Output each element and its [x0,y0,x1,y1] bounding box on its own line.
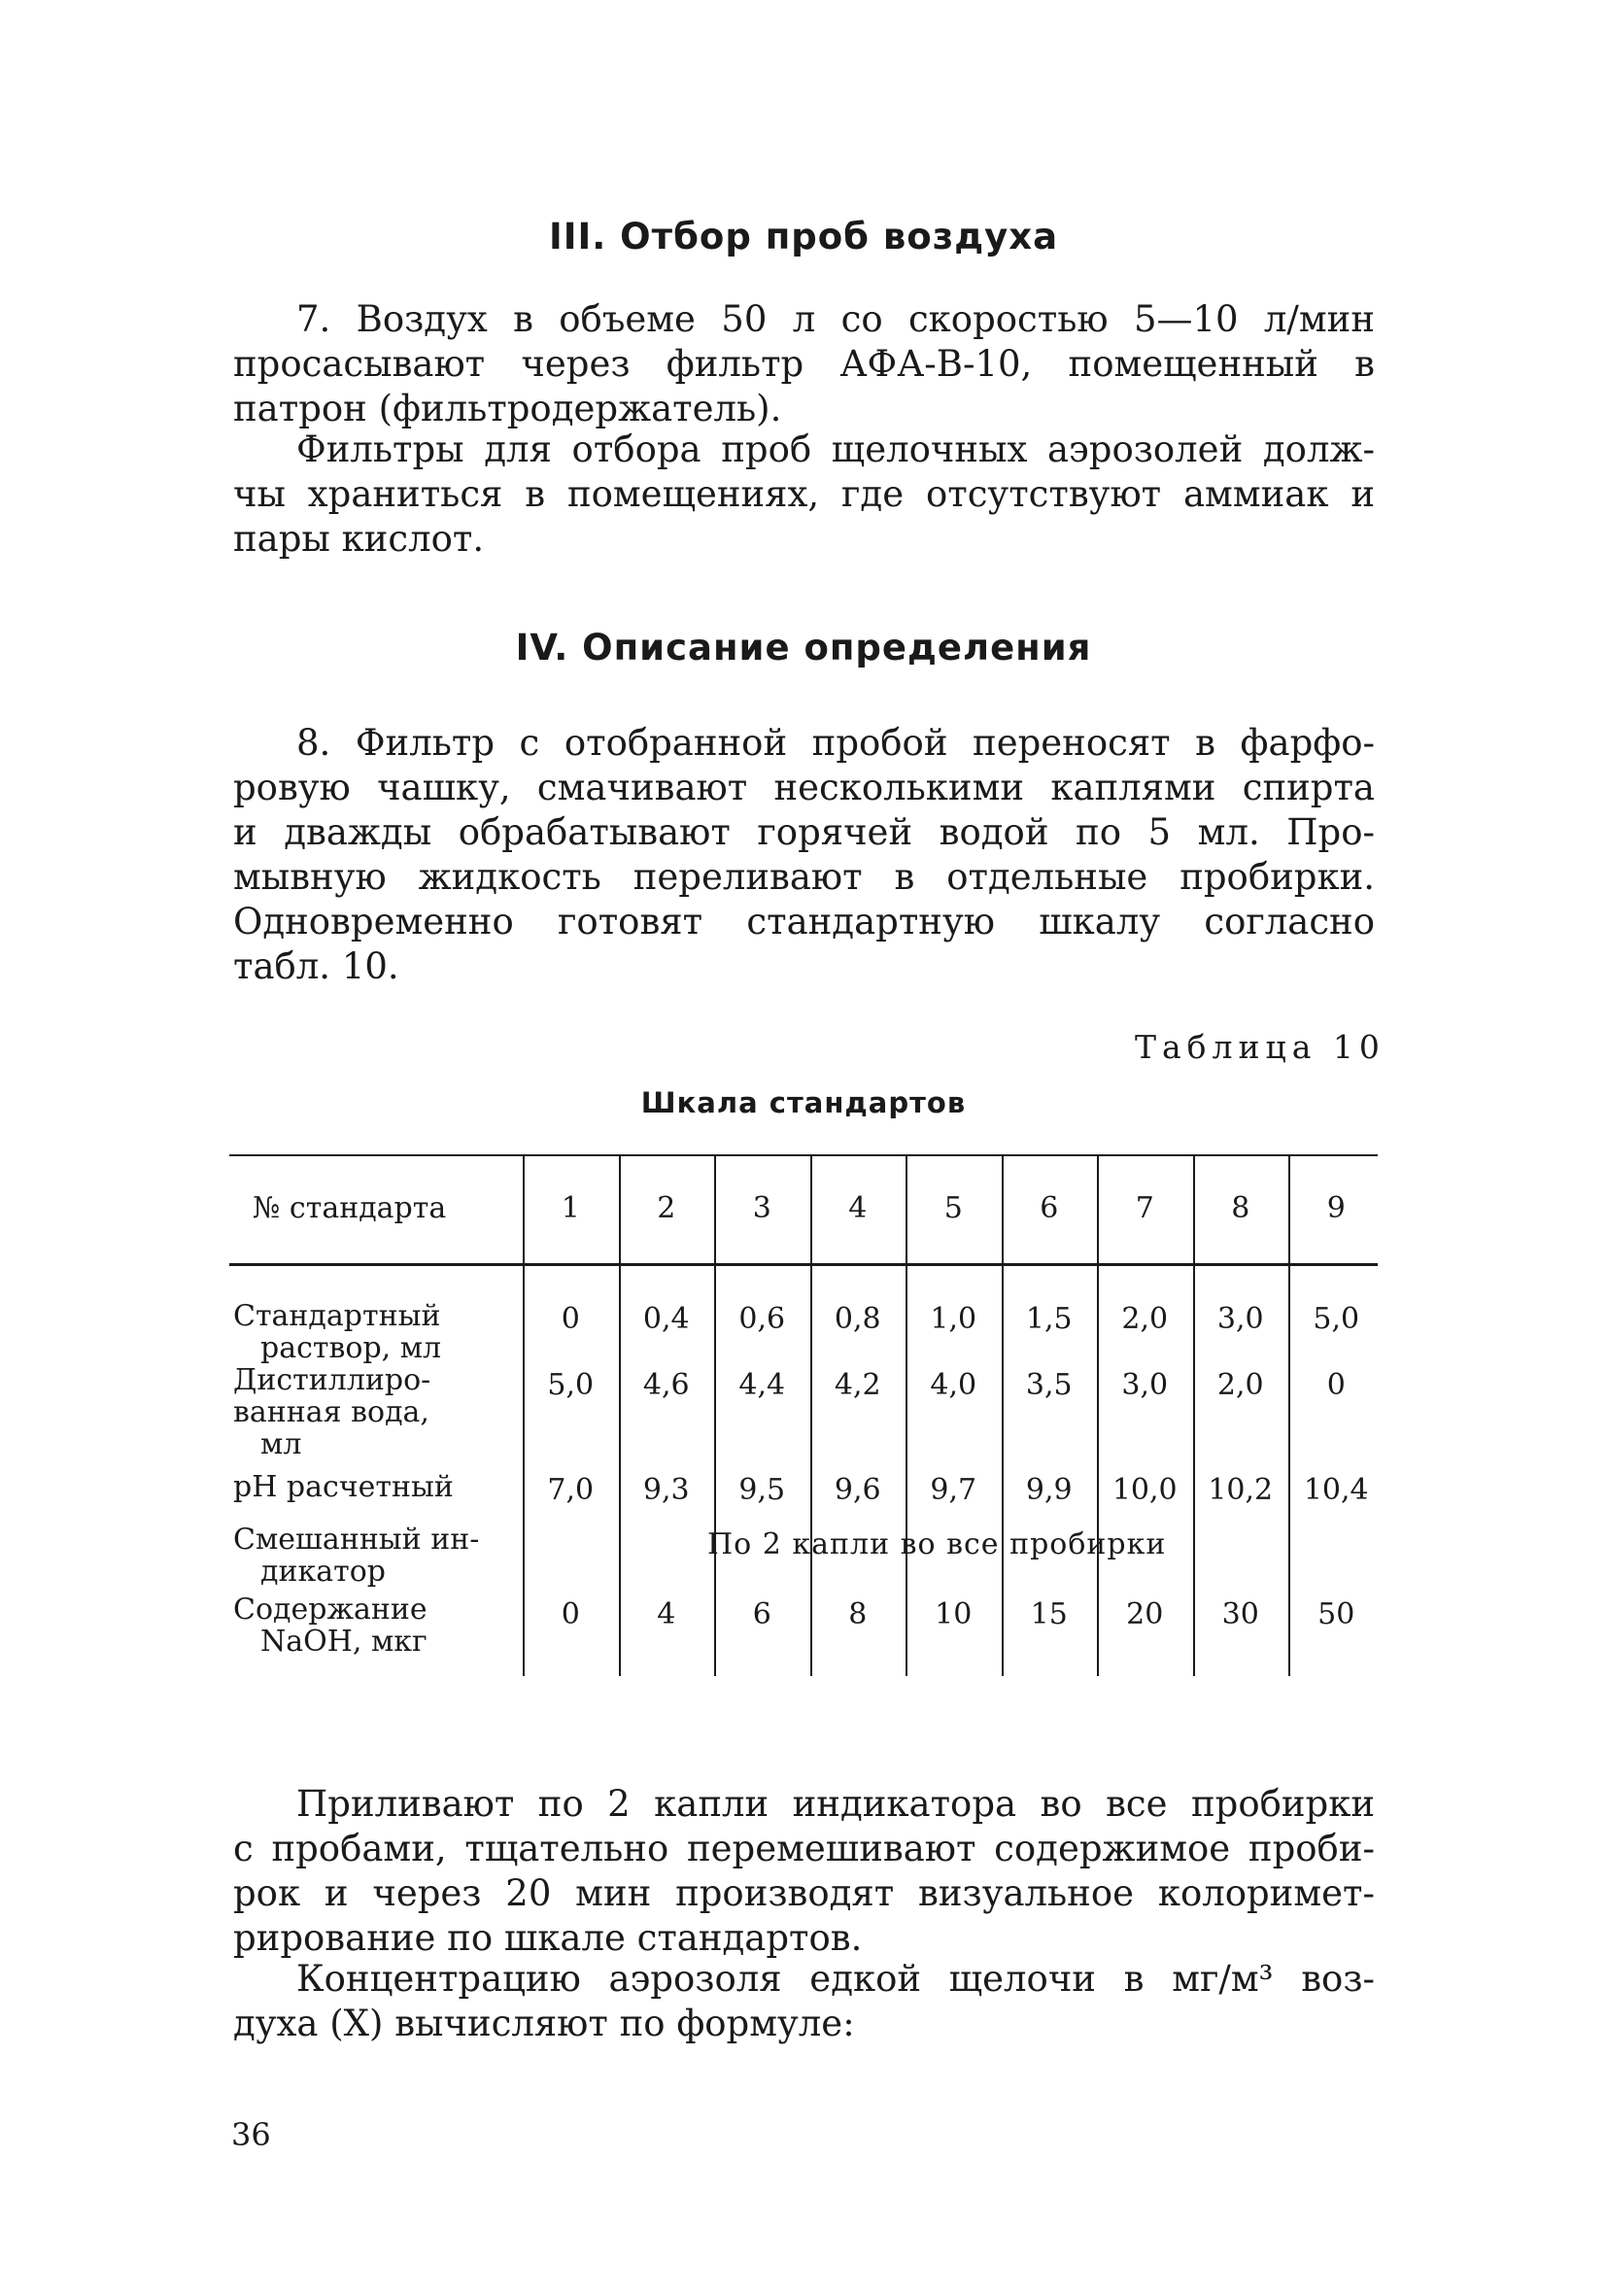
text-line: табл. 10. [233,945,399,987]
row-label-line: Стандартный [233,1299,441,1333]
after-table-paragraph-1 [233,1782,1375,1961]
section-3-heading: III. Отбор проб воздуха [548,216,1059,257]
cell-ph: 9,9 [1025,1473,1073,1507]
column-divider [523,1156,525,1676]
text-line: Приливают по 2 капли индикатора во все пробирки [296,1783,1375,1825]
cell-standard-solution: 0 [561,1302,580,1336]
text-line: рирование по шкале стандартов. [233,1917,863,1959]
cell-standard-solution: 5,0 [1313,1302,1360,1336]
cell-naoh: 10 [935,1597,973,1631]
cell-distilled-water: 3,5 [1025,1368,1073,1402]
table-top-rule [229,1154,1378,1156]
row-label-ph [233,1471,454,1503]
cell-naoh: 8 [848,1597,868,1631]
cell-standard-solution: 1,0 [930,1302,977,1336]
row-label-indicator [233,1524,479,1588]
cell-naoh: 20 [1126,1597,1164,1631]
row-label-line: Дистиллиро- [233,1363,431,1397]
cell-naoh: 15 [1030,1597,1068,1631]
column-divider [1288,1156,1290,1676]
cell-ph: 10,2 [1208,1473,1274,1507]
column-divider [1002,1156,1004,1676]
column-divider [619,1156,621,1676]
cell-standard-solution: 3,0 [1216,1302,1264,1336]
row-label-standard-solution [233,1300,441,1364]
cell-ph: 9,7 [930,1473,977,1507]
row-label-distilled-water [233,1364,430,1460]
text-line: пары кислот. [233,518,485,560]
cell-distilled-water: 4,2 [834,1368,881,1402]
cell-ph: 10,4 [1303,1473,1369,1507]
cell-naoh: 4 [657,1597,676,1631]
cell-standard-solution: 2,0 [1121,1302,1169,1336]
table-caption: Таблица 10 [1135,1028,1385,1066]
text-line: чы храниться в помещениях, где отсутствуют аммиак и [233,473,1375,515]
header-column-number: 7 [1135,1191,1154,1225]
cell-ph: 9,3 [642,1473,690,1507]
header-column-number: 3 [752,1191,771,1225]
header-column-number: 2 [657,1191,676,1225]
header-column-number: 4 [848,1191,868,1225]
text-line: с пробами, тщательно перемешивают содержимое проби- [233,1828,1375,1869]
cell-standard-solution: 0,6 [738,1302,786,1336]
cell-distilled-water: 4,4 [738,1368,786,1402]
text-line: мывную жидкость переливают в отдельные пробирки. [233,856,1375,898]
row-label-line: мл [260,1427,302,1461]
text-line: и дважды обрабатывают горячей водой по 5 мл. Про- [233,811,1375,853]
cell-distilled-water: 3,0 [1121,1368,1169,1402]
cell-naoh: 30 [1221,1597,1259,1631]
header-column-number: 5 [943,1191,963,1225]
column-divider [714,1156,716,1676]
row-label-line: Содержание [233,1593,427,1627]
text-line: просасывают через фильтр АФА-В-10, помещенный в [233,343,1375,385]
cell-standard-solution: 0,4 [642,1302,690,1336]
header-column-number: 8 [1231,1191,1250,1225]
text-line: 8. Фильтр с отобранной пробой переносят в фарфо- [296,722,1375,764]
cell-naoh: 0 [561,1597,580,1631]
cell-distilled-water: 5,0 [547,1368,595,1402]
cell-distilled-water: 4,0 [930,1368,977,1402]
column-divider [1193,1156,1195,1676]
text-line: ровую чашку, смачивают несколькими каплями спирта [233,767,1375,808]
after-table-paragraph-2 [233,1957,1375,2046]
cell-ph: 9,6 [834,1473,881,1507]
header-column-number: 1 [561,1191,580,1225]
indicator-merged-cell: По 2 капли во все пробирки [707,1527,1167,1561]
section-3-paragraph-2 [233,428,1375,562]
row-label-line: дикатор [260,1555,386,1589]
row-label-naoh [233,1593,427,1658]
page-number: 36 [231,2116,271,2153]
text-line: Концентрацию аэрозоля едкой щелочи в мг/м³ воз- [296,1958,1375,2000]
header-column-number: 9 [1326,1191,1346,1225]
row-label-line: Смешанный ин- [233,1523,480,1557]
section-4-heading: IV. Описание определения [515,627,1092,668]
cell-ph: 7,0 [547,1473,595,1507]
text-line: 7. Воздух в объеме 50 л со скоростью 5—10 л/мин [296,298,1375,340]
cell-standard-solution: 0,8 [834,1302,881,1336]
column-divider [906,1156,907,1676]
column-divider [1097,1156,1099,1676]
header-column-number: 6 [1040,1191,1059,1225]
text-line: Фильтры для отбора проб щелочных аэрозолей долж- [296,428,1375,470]
text-line: рок и через 20 мин производят визуальное колоримет- [233,1872,1375,1914]
row-label-line: рН расчетный [233,1470,454,1504]
cell-naoh: 50 [1317,1597,1355,1631]
cell-distilled-water: 4,6 [642,1368,690,1402]
header-label: № стандарта [253,1191,447,1225]
cell-distilled-water: 2,0 [1216,1368,1264,1402]
table-title: Шкала стандартов [640,1086,967,1119]
column-divider [810,1156,812,1676]
cell-ph: 10,0 [1111,1473,1178,1507]
cell-ph: 9,5 [738,1473,786,1507]
row-label-line: ванная вода, [233,1395,429,1429]
text-line: духа (X) вычисляют по формуле: [233,2003,855,2044]
row-label-line: NaOH, мкг [260,1625,427,1659]
table-header-rule [229,1263,1378,1266]
cell-naoh: 6 [752,1597,771,1631]
section-4-paragraph-1 [233,721,1375,989]
section-3-paragraph-1 [233,297,1375,431]
cell-standard-solution: 1,5 [1025,1302,1073,1336]
text-line: Одновременно готовят стандартную шкалу согласно [233,901,1375,942]
row-label-line: раствор, мл [260,1331,442,1365]
text-line: патрон (фильтродержатель). [233,388,782,429]
cell-distilled-water: 0 [1326,1368,1346,1402]
